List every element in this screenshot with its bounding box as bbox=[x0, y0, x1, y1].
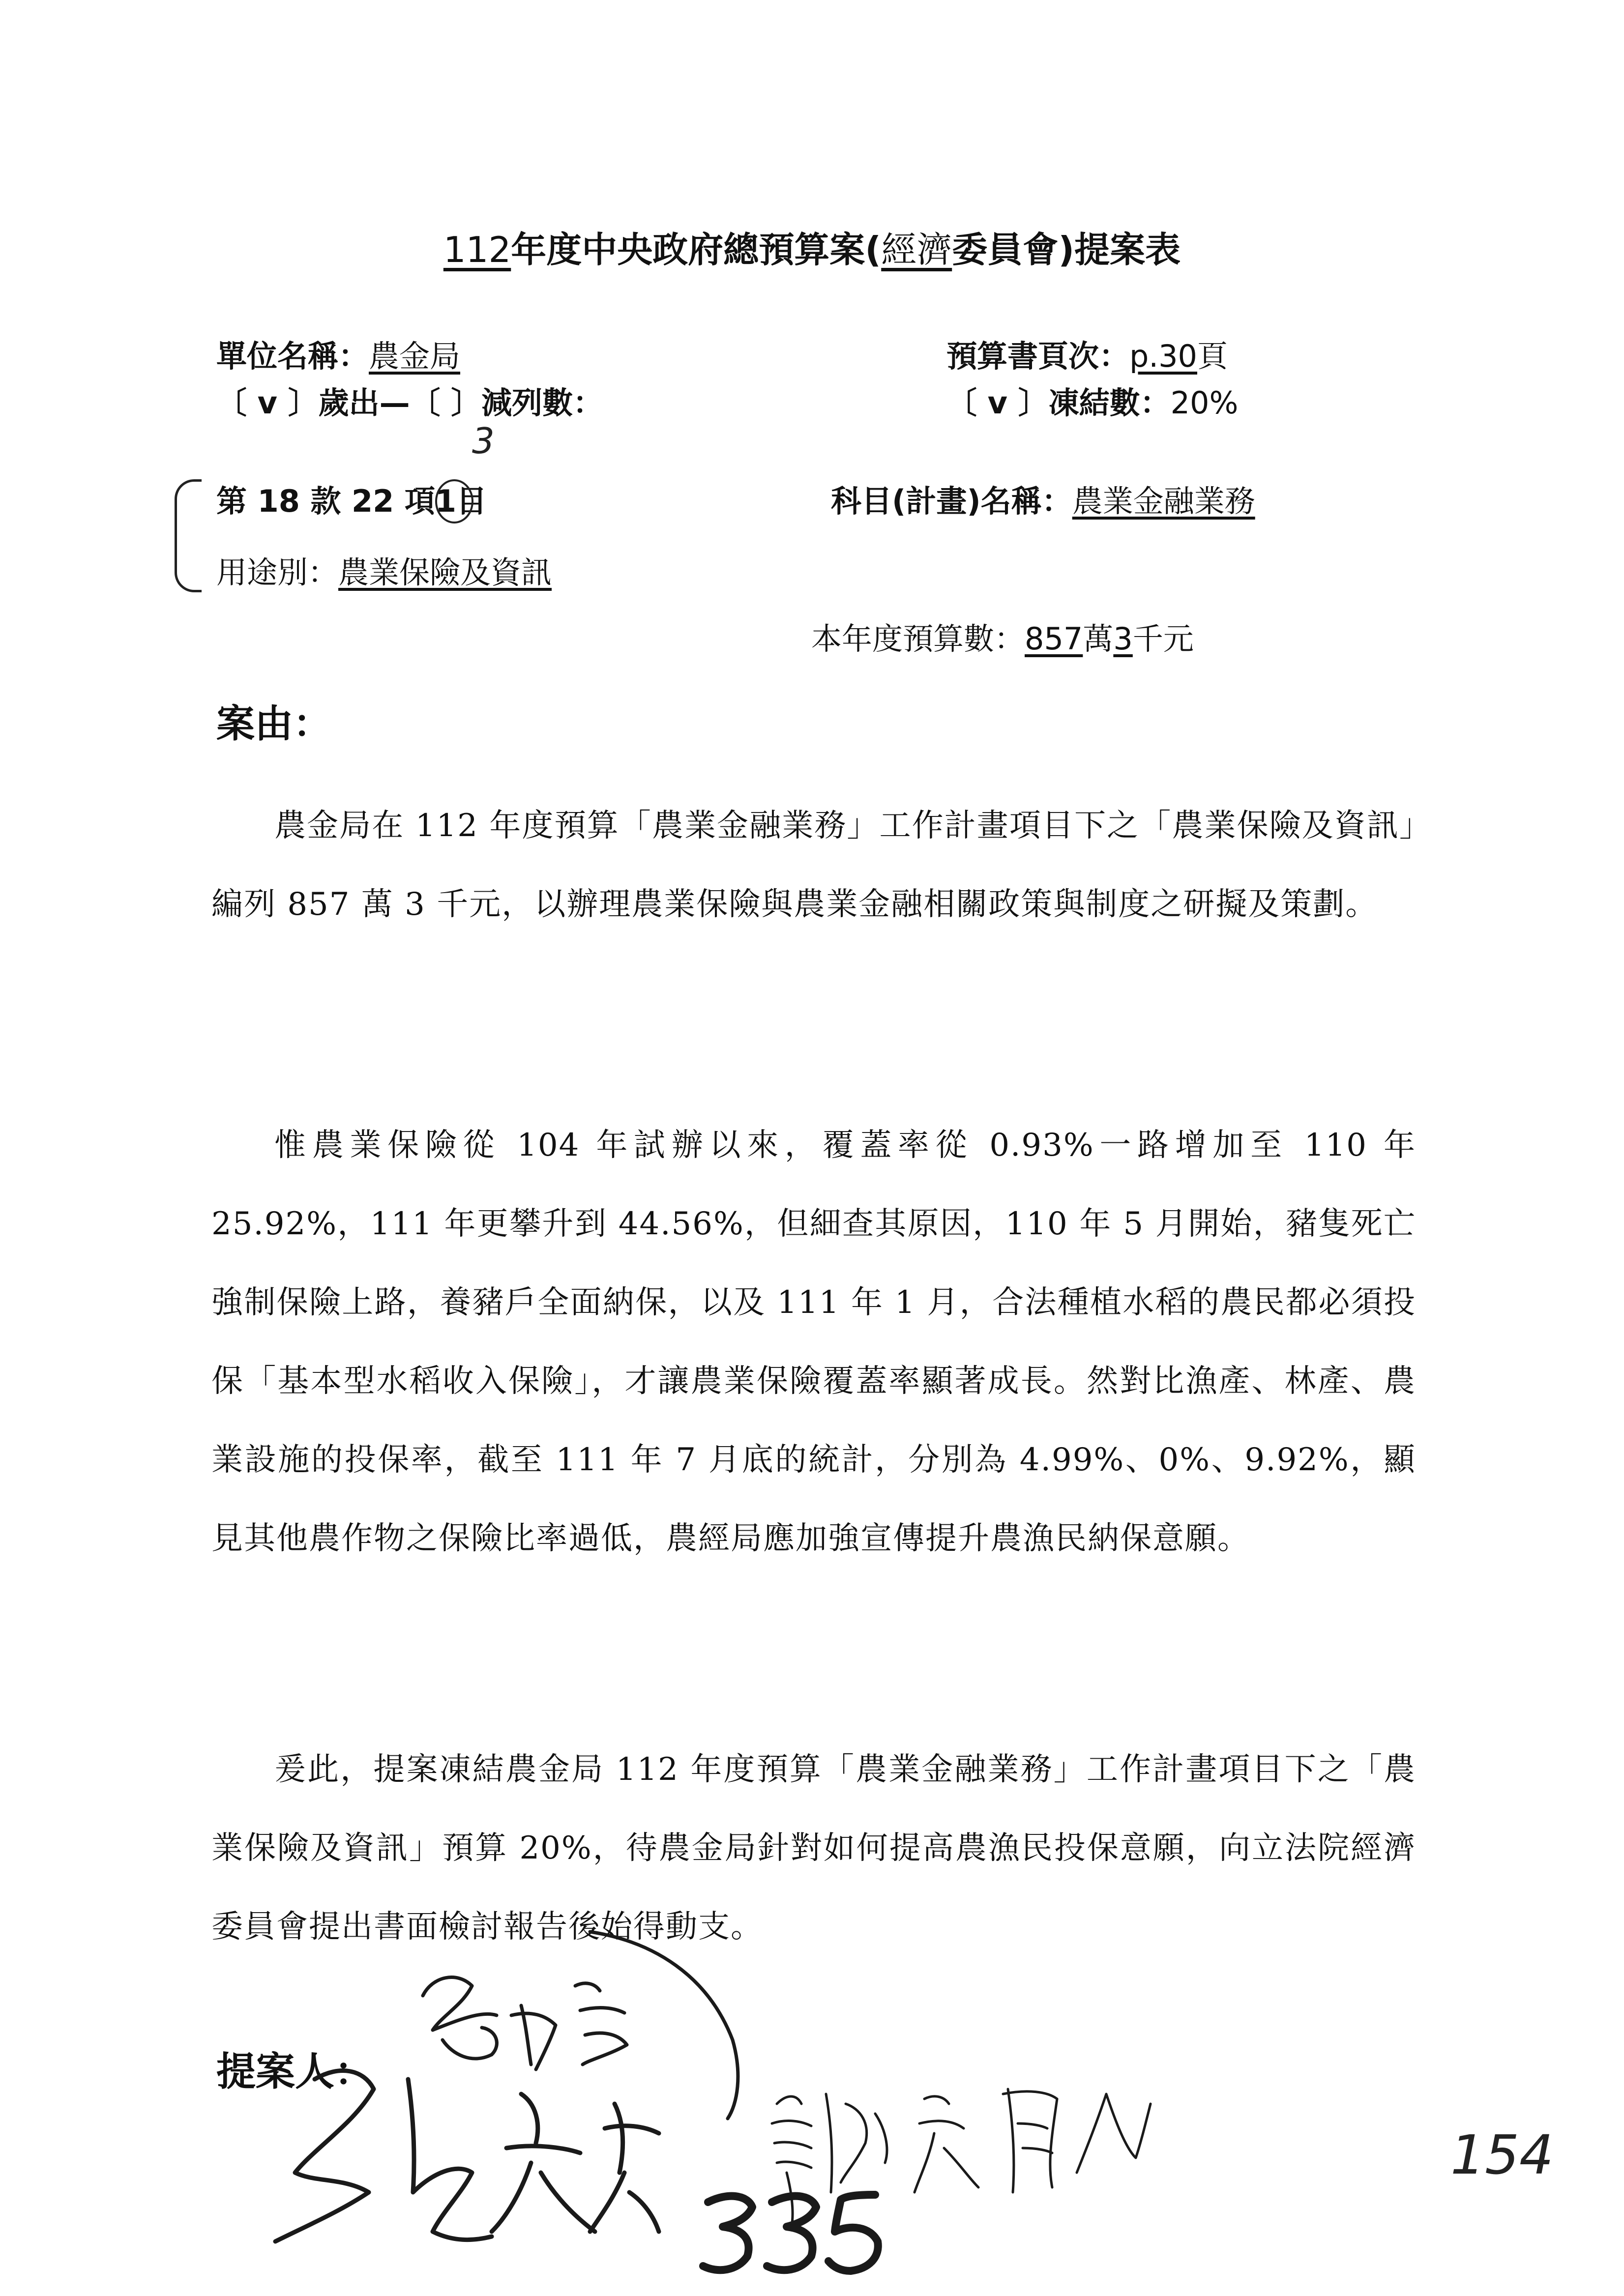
title-part1: 年度中央政府總預算案( bbox=[511, 229, 882, 270]
unit-label: 單位名稱： bbox=[216, 338, 369, 374]
page-suffix: 頁 bbox=[1197, 338, 1228, 374]
page-label: 預算書頁次： bbox=[946, 338, 1130, 374]
budget-label: 本年度預算數： bbox=[811, 621, 1025, 657]
budget-suffix: 千元 bbox=[1132, 621, 1194, 657]
budget-amount: 857 bbox=[1025, 621, 1083, 657]
usage-value: 農業保險及資訊 bbox=[338, 554, 552, 590]
freeze-field bbox=[946, 378, 1238, 422]
unit-field bbox=[216, 332, 460, 376]
signature-2 bbox=[275, 2071, 659, 2241]
page-field bbox=[946, 332, 1228, 376]
page-number: 154 bbox=[1450, 2123, 1554, 2186]
freeze-value: 20% bbox=[1170, 385, 1239, 421]
budget-thousand: 3 bbox=[1113, 621, 1133, 657]
signature-1 bbox=[423, 1932, 738, 2119]
title-year: 112 bbox=[443, 229, 511, 270]
reason-paragraph-1: 農金局在 112 年度預算「農業金融業務」工作計畫項目下之「農業保險及資訊」編列 857 萬 3 千元，以辦理農業保險與農業金融相關政策與制度之研擬及策劃。 bbox=[211, 808, 1416, 923]
budget-field bbox=[811, 614, 1194, 658]
item-code-circled: 1 bbox=[435, 483, 457, 519]
usage-field bbox=[216, 548, 552, 592]
freeze-label: 〔 v 〕凍結數： bbox=[946, 385, 1171, 421]
subject-value: 農業金融業務 bbox=[1072, 483, 1255, 519]
budget-wan: 萬 bbox=[1083, 621, 1114, 657]
title-part2: 委員會)提案表 bbox=[952, 229, 1181, 270]
handwritten-item-number: 3 bbox=[472, 420, 495, 462]
reason-paragraph-2: 惟農業保險從 104 年試辦以來，覆蓋率從 0.93%一路增加至 110 年 25.92%，111 年更攀升到 44.56%，但細查其原因，110 年 5 月開始，豬隻死亡強制保險上路，養豬戶全面納保，以及 111 年 1 月，合法種植水稻的農民都必須投保「基本型水稻收入保險」，才讓農業保險覆蓋率顯著成長。然對比漁產、林產、農業設施的投保率，截至 111 年 7 月底的統計，分別為 4.99%、0%、9.92%，顯見其他農作物之保險比率過低，農經局應加強宣傳提升農漁民納保意願。 bbox=[211, 1127, 1416, 1557]
item-code-suffix: 目 bbox=[456, 483, 487, 519]
title-committee: 經濟 bbox=[881, 229, 952, 270]
handwritten-circle bbox=[435, 479, 473, 523]
reason-paragraph-3: 爰此，提案凍結農金局 112 年度預算「農業金融業務」工作計畫項目下之「農業保險及資訊」預算 20%，待農金局針對如何提高農漁民投保意願，向立法院經濟委員會提出書面檢討報告後始得動支。 bbox=[211, 1751, 1416, 1945]
expense-line: 〔 v 〕歲出—〔 〕減列數： bbox=[216, 385, 604, 421]
proposer-label: 提案人： bbox=[216, 2049, 374, 2094]
subject-label: 科目(計畫)名稱： bbox=[831, 483, 1072, 519]
left-bracket bbox=[175, 479, 202, 592]
handwritten-number-text bbox=[703, 2192, 857, 2278]
item-code-prefix: 第 18 款 22 項 bbox=[216, 483, 435, 519]
unit-value: 農金局 bbox=[369, 338, 461, 374]
document-title bbox=[0, 221, 1624, 272]
reason-heading: 案由： bbox=[216, 702, 332, 746]
usage-label: 用途別： bbox=[216, 554, 339, 590]
page-value: p.30 bbox=[1129, 338, 1197, 374]
subject-field bbox=[831, 477, 1255, 521]
